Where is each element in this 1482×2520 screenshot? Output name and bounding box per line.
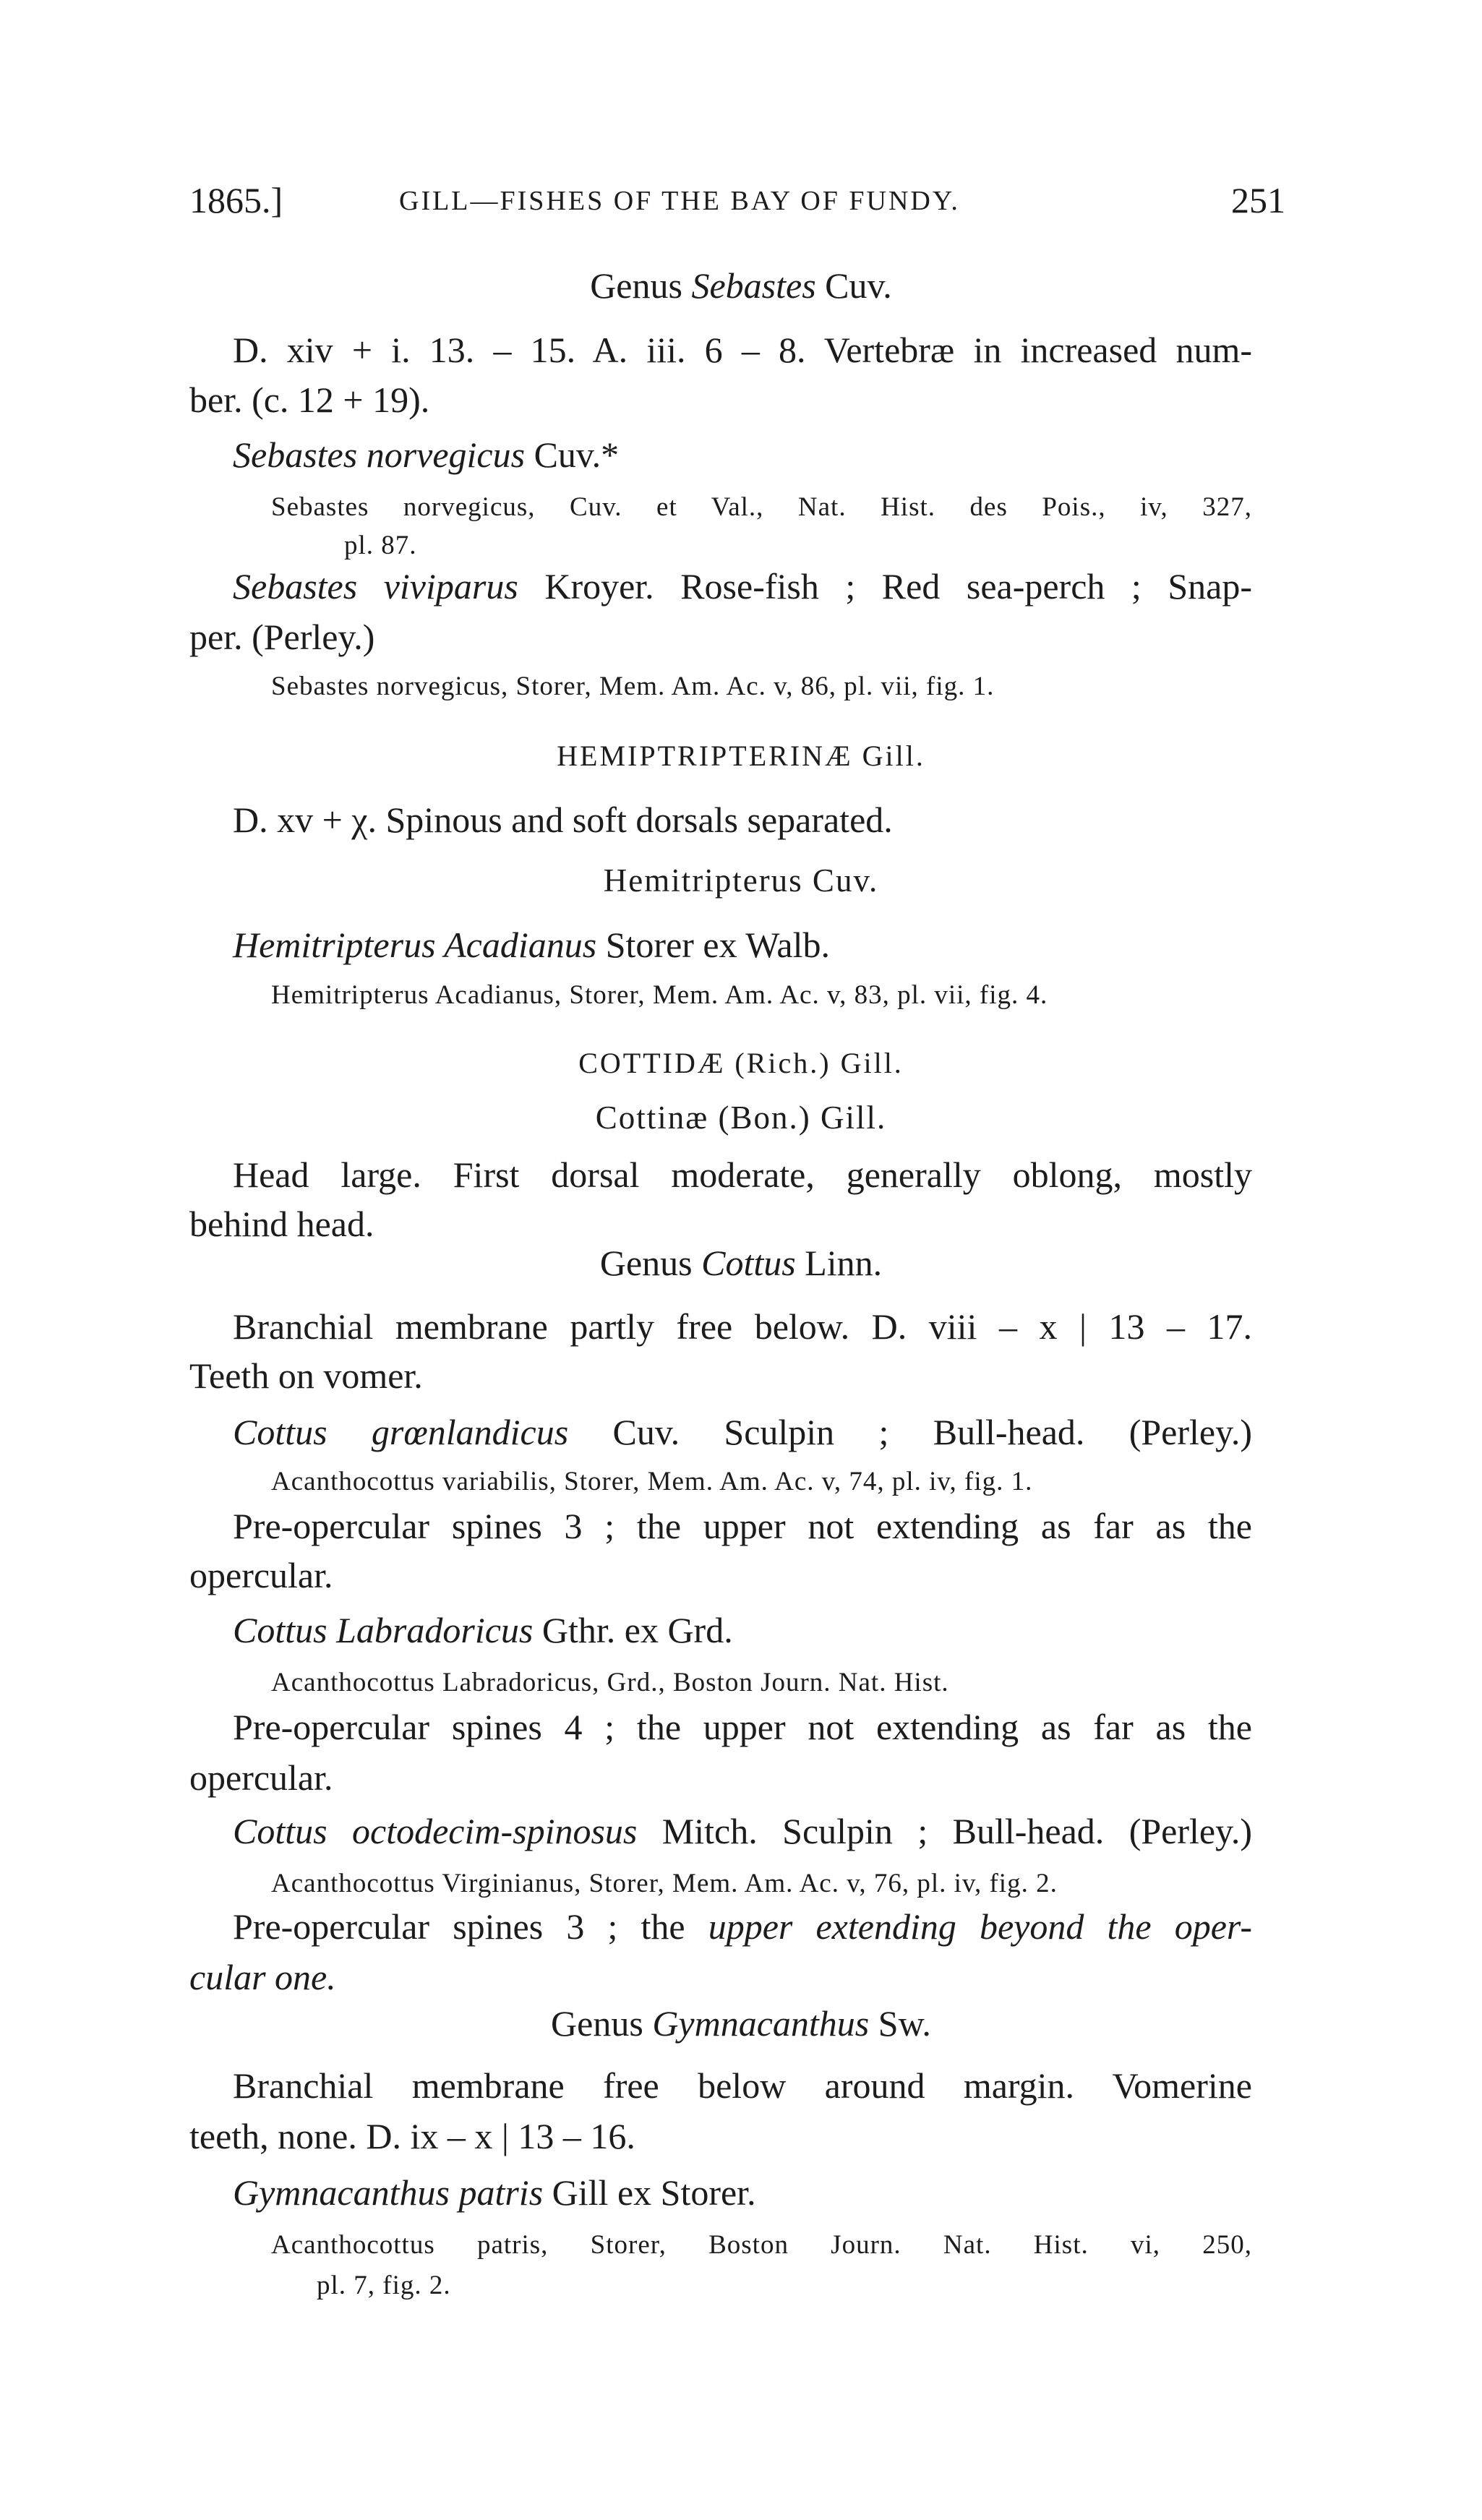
sebastes-description-cont: ber. (c. 12 + 19). (189, 380, 430, 420)
reference-hemitripterus: Hemitripterus Acadianus, Storer, Mem. Am. Ac. v, 83, pl. vii, fig. 4. (271, 980, 1048, 1010)
hemiptripterinae-description: D. xv + χ. Spinous and soft dorsals separated. (233, 800, 893, 840)
species-gymnacanthus-patris: Gymnacanthus patris Gill ex Storer. (233, 2172, 756, 2213)
labradoricus-character-cont: opercular. (189, 1757, 333, 1798)
reference-groenlandicus: Acanthocottus variabilis, Storer, Mem. Am. Ac. v, 74, pl. iv, fig. 1. (271, 1467, 1033, 1496)
sebastes-description: D. xiv + i. 13. – 15. A. iii. 6 – 8. Vertebræ in increased num- (233, 330, 1252, 370)
reference-octodecim-spinosus: Acanthocottus Virginianus, Storer, Mem. Am. Ac. v, 76, pl. iv, fig. 2. (271, 1869, 1058, 1898)
reference-norvegicus: Sebastes norvegicus, Cuv. et Val., Nat. Hist. des Pois., iv, 327, (271, 492, 1252, 522)
cottus-description-cont: Teeth on vomer. (189, 1355, 423, 1396)
genus-hemitripterus-heading: Hemitripterus Cuv. (603, 862, 879, 899)
genus-gymnacanthus-heading: Genus Gymnacanthus Sw. (551, 2003, 931, 2044)
octodecim-spinosus-character: Pre-opercular spines 3 ; the upper extending beyond the oper- (233, 1906, 1253, 1947)
cottus-description: Branchial membrane partly free below. D. viii – x | 13 – 17. (233, 1306, 1252, 1347)
species-cottus-groenlandicus: Cottus grœnlandicus Cuv. Sculpin ; Bull-head. (Perley.) (233, 1412, 1252, 1452)
cottinae-description-cont: behind head. (189, 1204, 374, 1244)
reference-labradoricus: Acanthocottus Labradoricus, Grd., Boston Journ. Nat. Hist. (271, 1668, 949, 1697)
reference-norvegicus-cont: pl. 87. (344, 531, 417, 560)
header-year: 1865.] (189, 180, 283, 220)
cottinae-description: Head large. First dorsal moderate, generally oblong, mostly (233, 1154, 1252, 1195)
running-header (189, 179, 1293, 230)
labradoricus-character: Pre-opercular spines 4 ; the upper not extending as far as the (233, 1707, 1252, 1747)
page-number: 251 (1231, 180, 1285, 220)
species-sebastes-viviparus: Sebastes viviparus Kroyer. Rose-fish ; Red sea-perch ; Snap- (233, 566, 1253, 607)
header-title: GILL—FISHES OF THE BAY OF FUNDY. (399, 186, 960, 216)
groenlandicus-character: Pre-opercular spines 3 ; the upper not extending as far as the (233, 1506, 1252, 1546)
reference-viviparus: Sebastes norvegicus, Storer, Mem. Am. Ac. v, 86, pl. vii, fig. 1. (271, 672, 995, 701)
species-cottus-labradoricus: Cottus Labradoricus Gthr. ex Grd. (233, 1610, 733, 1650)
genus-cottus-heading: Genus Cottus Linn. (599, 1243, 883, 1283)
species-cottus-octodecim-spinosus: Cottus octodecim-spinosus Mitch. Sculpin ; Bull-head. (Perley.) (233, 1811, 1252, 1851)
gymnacanthus-description: Branchial membrane free below around margin. Vomerine (233, 2065, 1252, 2106)
reference-patris: Acanthocottus patris, Storer, Boston Journ. Nat. Hist. vi, 250, (271, 2230, 1252, 2260)
subfamily-hemiptripterinae: HEMIPTRIPTERINÆ Gill. (557, 740, 925, 772)
reference-patris-cont: pl. 7, fig. 2. (317, 2271, 451, 2300)
octodecim-spinosus-character-cont: cular one. (189, 1957, 336, 1997)
family-cottidae: COTTIDÆ (Rich.) Gill. (578, 1047, 904, 1079)
species-viviparus-cont: per. (Perley.) (189, 617, 375, 657)
species-hemitripterus-acadianus: Hemitripterus Acadianus Storer ex Walb. (233, 925, 830, 965)
species-sebastes-norvegicus: Sebastes norvegicus Cuv.* (233, 434, 620, 475)
gymnacanthus-description-cont: teeth, none. D. ix – x | 13 – 16. (189, 2116, 635, 2156)
groenlandicus-character-cont: opercular. (189, 1555, 333, 1595)
genus-sebastes-heading: Genus Sebastes Cuv. (590, 265, 892, 306)
subfamily-cottinae: Cottinæ (Bon.) Gill. (595, 1100, 887, 1136)
